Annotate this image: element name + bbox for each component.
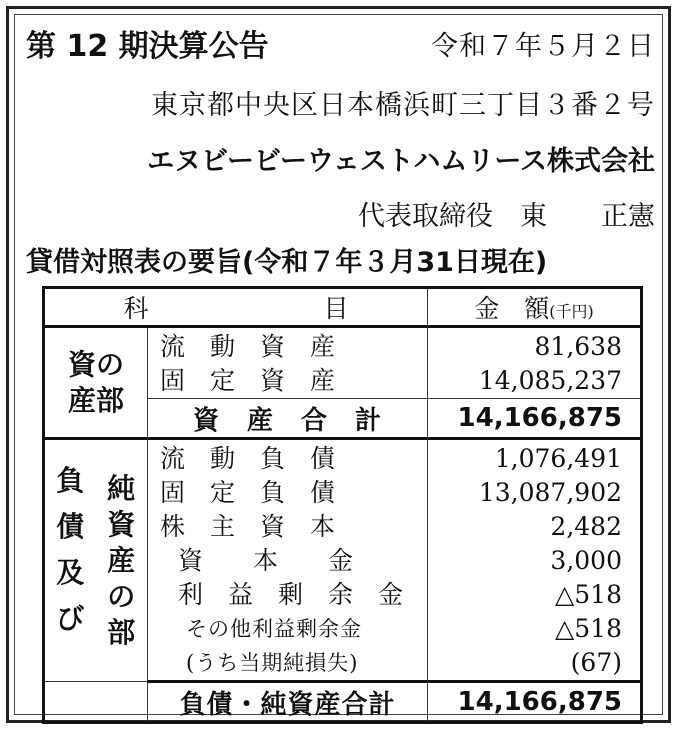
grand-total-label: 負債・純資産合計 <box>148 682 428 723</box>
list-item <box>148 544 427 578</box>
grand-total-row <box>44 682 642 723</box>
assets-total-value: 14,166,875 <box>428 399 642 439</box>
list-item <box>148 510 427 544</box>
item-value: 1,076,491 <box>494 444 622 473</box>
item-name: 資 本 金 <box>178 546 354 575</box>
liabilities-label-left: 負 債 及 び <box>44 439 96 682</box>
item-value: 13,087,902 <box>478 478 622 507</box>
list-item <box>148 442 427 476</box>
item-name: 流 動 負 債 <box>160 444 336 473</box>
assets-values-cell <box>428 327 642 399</box>
item-value: 3,000 <box>550 546 622 575</box>
assets-section <box>44 327 642 399</box>
item-value: △518 <box>555 580 622 609</box>
balance-sheet-subtitle: 貸借対照表の要旨(令和７年３月31日現在) <box>26 247 548 278</box>
representative: 代表取締役 東 正憲 <box>358 201 655 232</box>
assets-section-label: 資の 産部 <box>44 327 148 439</box>
item-value: △518 <box>555 614 622 643</box>
list-item <box>148 364 427 398</box>
liabilities-label-right: 純 資 産 の 部 <box>96 439 148 682</box>
header-amount <box>428 288 642 327</box>
item-value: 2,482 <box>550 512 622 541</box>
item-value: 81,638 <box>534 332 622 361</box>
header-amount-label: 金 額 <box>474 294 550 323</box>
item-name: その他利益剰余金 <box>186 617 362 641</box>
grand-total-value: 14,166,875 <box>428 682 642 723</box>
item-name: 固 定 資 産 <box>160 366 336 395</box>
assets-names-cell <box>148 327 428 399</box>
list-item <box>148 578 427 612</box>
header-unit: (千円) <box>549 302 594 321</box>
company-address: 東京都中央区日本橋浜町三丁目３番２号 <box>151 90 655 121</box>
header-subject: 科 目 <box>44 288 428 327</box>
liabilities-section <box>44 439 642 682</box>
list-item <box>148 646 427 680</box>
list-item <box>148 476 427 510</box>
notice-title: 第 12 期決算公告 <box>26 29 269 64</box>
table-header-row <box>44 288 642 327</box>
grand-total-spacer <box>44 682 148 723</box>
list-item <box>148 330 427 364</box>
company-name: エヌビービーウェストハムリース株式会社 <box>147 146 655 177</box>
item-value: 14,085,237 <box>478 366 622 395</box>
item-name: (うち当期純損失) <box>186 651 359 675</box>
item-value: (67) <box>570 648 622 677</box>
item-name: 流 動 資 産 <box>160 332 336 361</box>
assets-total-label: 資 産 合 計 <box>148 399 428 439</box>
liabilities-names-cell <box>148 439 428 682</box>
item-name: 利 益 剰 余 金 <box>178 580 404 609</box>
item-name: 固 定 負 債 <box>160 478 336 507</box>
item-name: 株 主 資 本 <box>160 512 336 541</box>
balance-sheet-table <box>42 286 643 724</box>
notice-date: 令和７年５月２日 <box>431 31 655 62</box>
liabilities-values-cell <box>428 439 642 682</box>
list-item <box>148 612 427 646</box>
